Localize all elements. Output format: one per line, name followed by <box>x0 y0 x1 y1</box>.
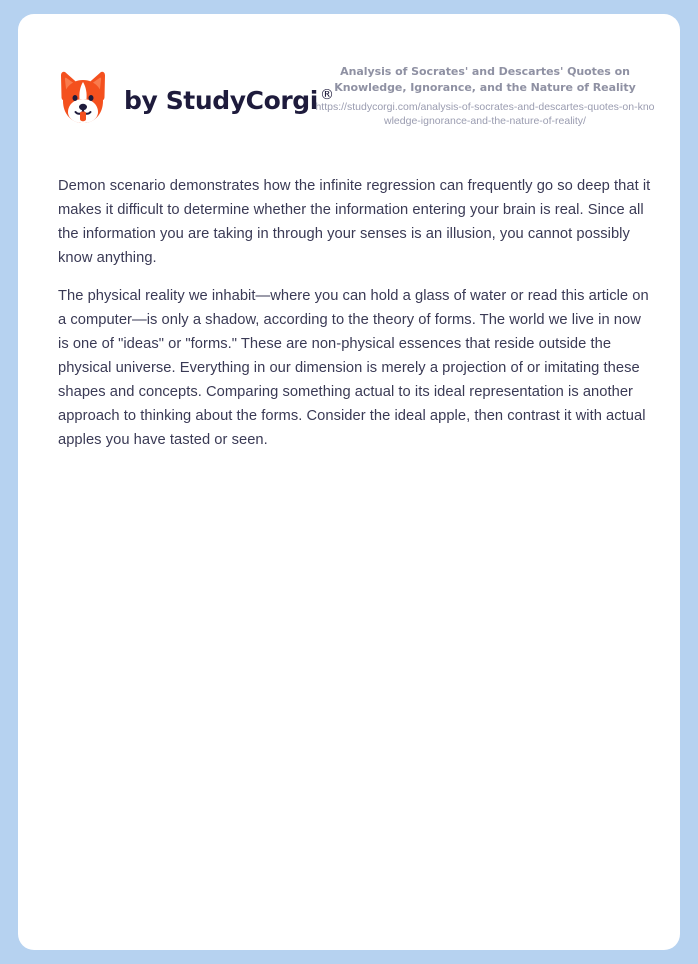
document-header <box>18 14 680 142</box>
studycorgi-corgi-logo-icon <box>58 70 108 126</box>
brand-lockup[interactable] <box>58 70 334 126</box>
source-url[interactable]: https://studycorgi.com/analysis-of-socrates-and-descartes-quotes-on-knowledge-ignorance-and-the-nature-of-reality/ <box>315 101 655 127</box>
registered-trademark-icon: ® <box>319 87 334 104</box>
body-paragraph: The physical reality we inhabit—where you can hold a glass of water or read this article on a computer—is only a shadow, according to the theory of forms. The world we live in now is one of "ideas" or "forms." These are non-physical essences that reside outside the physical universe. Everything in our dimension is merely a projection of or imitating these shapes and concepts. Comparing something actual to its ideal representation is another approach to thinking about the forms. Consider the ideal apple, then contrast it with actual apples you have tasted or seen. <box>58 288 649 448</box>
document-meta <box>315 64 655 128</box>
document-body <box>58 174 652 452</box>
page-title: Analysis of Socrates' and Descartes' Quotes on Knowledge, Ignorance, and the Nature of Reality <box>334 65 636 94</box>
document-page-card <box>18 14 680 950</box>
body-paragraph: Demon scenario demonstrates how the infinite regression can frequently go so deep that it makes it difficult to determine whether the information entering your brain is real. Since all the information you are taking in through your senses is an illusion, you cannot possibly know anything. <box>58 178 651 266</box>
brand-wordmark <box>124 85 334 115</box>
brand-wordmark-text: by StudyCorgi <box>124 85 318 115</box>
